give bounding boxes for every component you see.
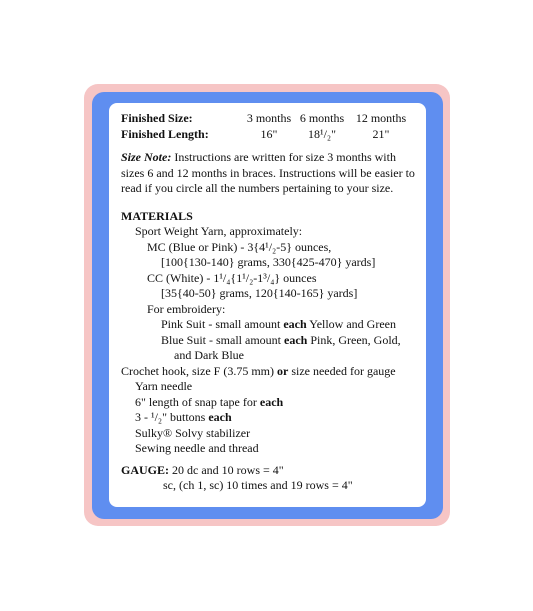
size-12-months: 12 months (355, 111, 407, 125)
mc-grams-line: [100{130-140} grams, 330{425-470} yards] (161, 255, 376, 269)
gauge-dc-text: 20 dc and 10 rows = 4" (169, 462, 284, 477)
finished-length-row (121, 127, 421, 143)
size-6-months: 6 months (299, 111, 345, 125)
size-3-months: 3 months (246, 111, 292, 125)
blue-suit-text: Blue Suit - small amount (161, 332, 284, 347)
yarn-line: Sport Weight Yarn, approximately: (135, 224, 303, 238)
embroidery-line: For embroidery: (147, 301, 226, 316)
size-note (121, 150, 421, 197)
length-3-months: 16" (260, 126, 278, 141)
length-12-months: 21" (372, 126, 390, 141)
length-6-months: 18¹/₂" (307, 126, 336, 141)
pink-suit-each: each (283, 317, 307, 331)
pink-suit-colors: Yellow and Green (306, 317, 396, 331)
gauge-line-1 (121, 463, 421, 479)
finished-size-row (121, 111, 421, 127)
finished-length-label: Finished Length: (121, 126, 209, 141)
gauge-label: GAUGE: (121, 462, 169, 477)
cc-grams-line: [35{40-50} grams, 120{140-165} yards] (161, 286, 358, 300)
buttons-line (121, 410, 421, 426)
blue-suit-each: each (284, 332, 308, 347)
finished-size-label: Finished Size: (121, 111, 193, 125)
blue-suit-cont-line: and Dark Blue (174, 348, 244, 362)
sewing-line: Sewing needle and thread (135, 441, 259, 455)
blue-suit-line (121, 333, 421, 349)
blue-suit-colors: Pink, Green, Gold, (307, 332, 401, 347)
size-note-heading: Size Note: (121, 150, 172, 164)
mc-line: MC (Blue or Pink) - 3{4¹/₂-5} ounces, (147, 239, 332, 254)
buttons-text: 3 - ¹/₂" buttons (135, 410, 209, 424)
hook-text: Crochet hook, size F (3.75 mm) (121, 363, 277, 378)
pink-suit-line (121, 317, 421, 333)
hook-or: or (276, 363, 289, 378)
cc-line: CC (White) - 1¹/₄{1¹/₂-1³/₄} ounces (147, 270, 317, 285)
snap-tape-each: each (259, 394, 284, 409)
size-note-text: Instructions are written for size 3 months with sizes 6 and 12 months in braces. Instructions will be easier to read if you circle all the numbers pertaining to your size. (121, 150, 415, 195)
materials-heading: MATERIALS (121, 208, 193, 223)
snap-tape-line (121, 395, 421, 411)
hook-gauge-text: size needed for gauge (288, 363, 396, 378)
pink-suit-text: Pink Suit - small amount (161, 317, 284, 331)
stabilizer-line: Sulky® Solvy stabilizer (135, 425, 251, 440)
gauge-line-2: sc, (ch 1, sc) 10 times and 19 rows = 4" (163, 478, 353, 492)
buttons-each: each (208, 410, 232, 424)
hook-line (121, 364, 421, 380)
yarn-needle-line: Yarn needle (135, 379, 193, 393)
pattern-content (121, 111, 421, 494)
snap-tape-text: 6" length of snap tape for (135, 394, 260, 409)
